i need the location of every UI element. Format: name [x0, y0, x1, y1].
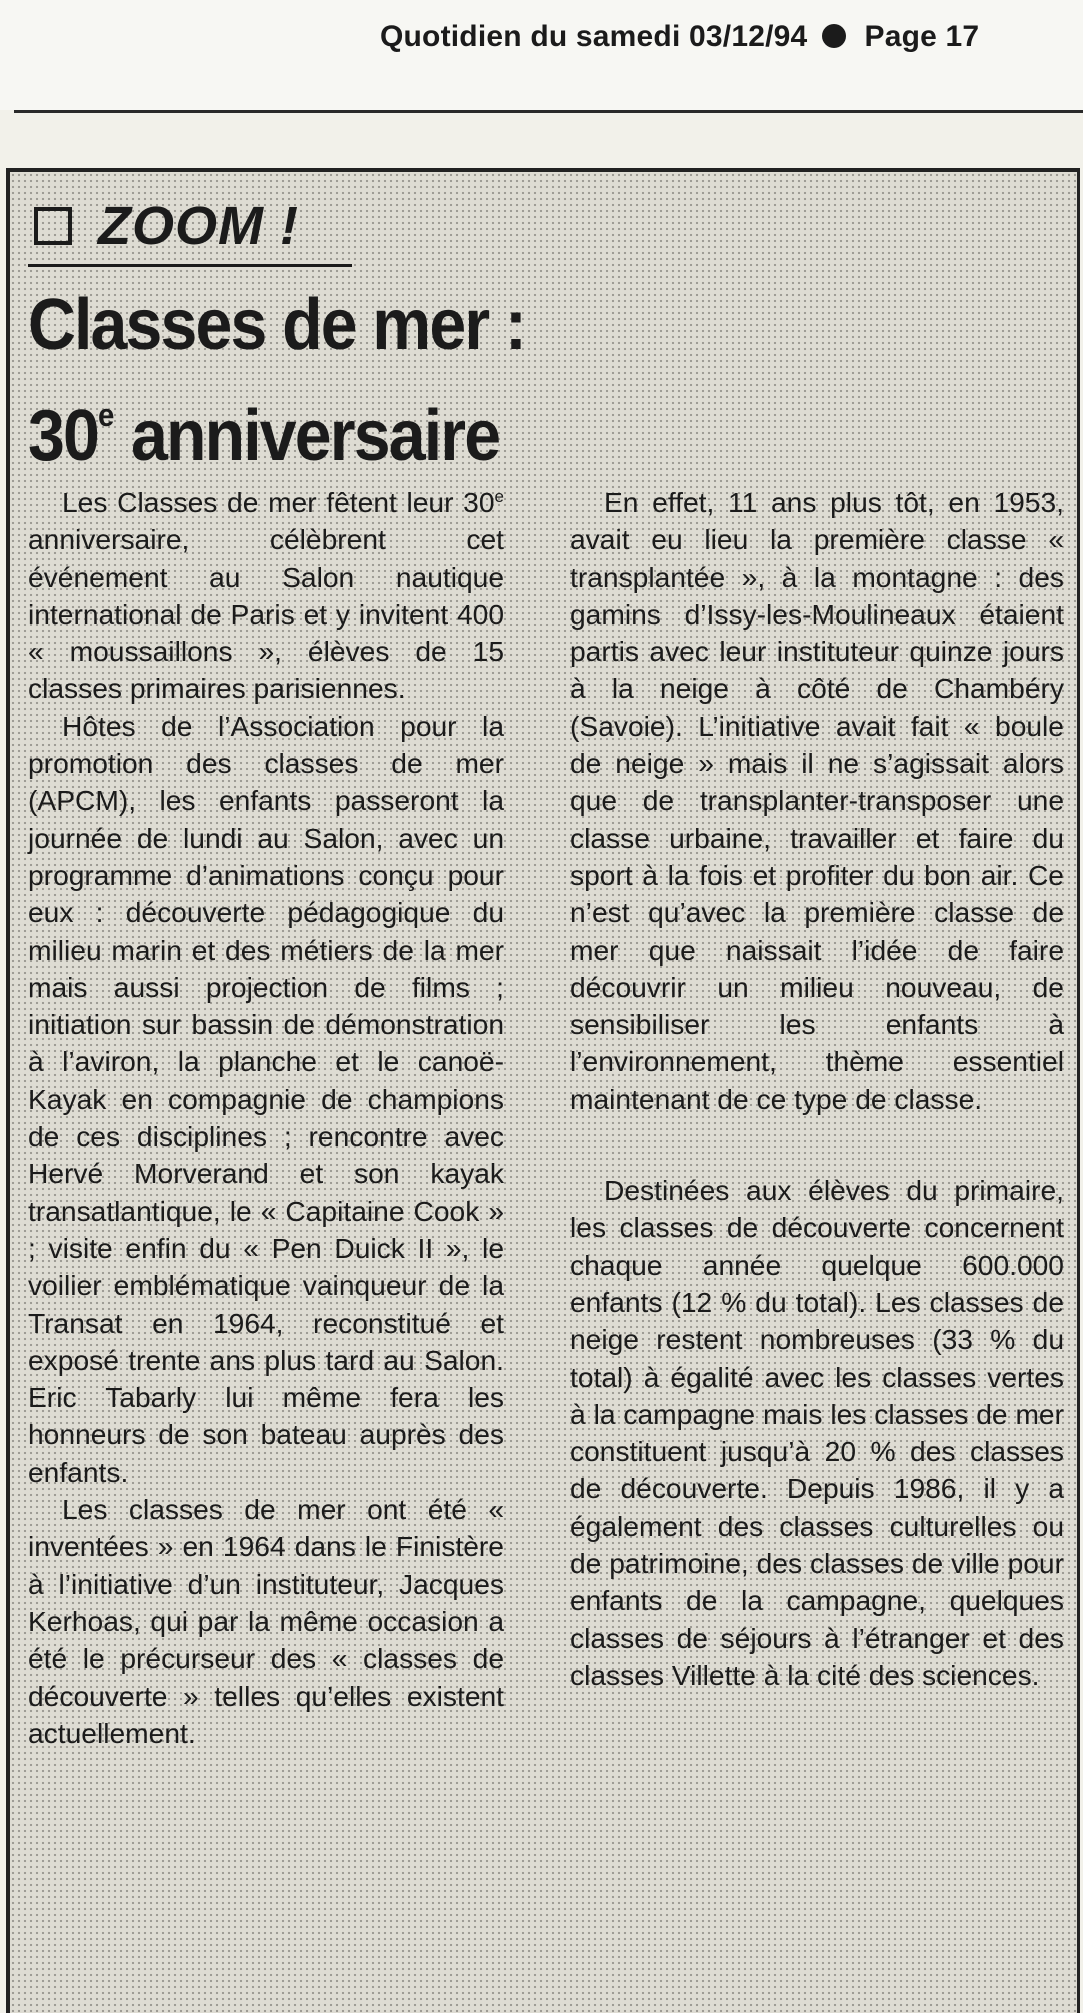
title-line-2	[28, 370, 598, 481]
rubric-label: ZOOM !	[98, 196, 299, 256]
page-header	[0, 0, 1083, 110]
paragraph-1-superscript: e	[494, 487, 504, 506]
paragraph-1	[28, 484, 504, 708]
rubric-underline	[28, 264, 352, 267]
article-column-2	[570, 484, 1064, 1694]
article-title	[28, 280, 598, 481]
paragraph-gap	[570, 1118, 1064, 1172]
paragraph-5: Destinées aux élèves du primaire, les classes de découverte concernent chaque année quelque 600.000 enfants (12 % du total). Les classes de neige restent nombreuses (33 % du total) à égalité avec les classes vertes à la campagne mais les classes de mer constituent jusqu’à 20 % des classes de découverte. Depuis 1986, il y a également des classes culturelles ou de patrimoine, des classes de ville pour enfants de la campagne, quelques classes de séjours à l’étranger et des classes Villette à la cité des sciences.	[570, 1174, 1064, 1691]
title-word: anniversaire	[130, 396, 500, 476]
title-number: 30	[28, 396, 99, 476]
square-icon	[34, 207, 72, 245]
header-line	[380, 20, 979, 54]
title-superscript: e	[98, 397, 115, 433]
bullet-icon	[822, 24, 846, 48]
article-box	[6, 168, 1080, 2013]
paragraph-1-start: Les Classes de mer fêtent leur 30	[62, 486, 495, 518]
paragraph-1-end: anniversaire, célèbrent cet événement au Salon nautique international de Paris et y invitent 400 « moussaillons », élèves de 15 classes primaires parisiennes.	[28, 523, 504, 705]
paragraph-4: En effet, 11 ans plus tôt, en 1953, avait eu lieu la première classe « transplantée », à la montagne : des gamins d’Issy-les-Moulineaux étaient partis avec leur instituteur quinze jours à la neige à côté de Chambéry (Savoie). L’initiative avait fait « boule de neige » mais il ne s’agissait alors que de transplanter-transposer une classe urbaine, travailler et faire du sport à la fois et profiter du bon air. Ce n’est qu’avec la première classe de mer que naissait l’idée de faire découvrir un milieu nouveau, de sensibiliser les enfants à l’environnement, thème essentiel maintenant de ce type de classe.	[570, 486, 1064, 1115]
title-line-1: Classes de mer :	[28, 285, 526, 365]
paragraph-2: Hôtes de l’Association pour la promotion des classes de mer (APCM), les enfants passeront la journée de lundi au Salon, avec un programme d’animations conçu pour eux : découverte pédagogique du milieu marin et des métiers de la mer mais aussi projection de films ; initiation sur bassin de démonstration à l’aviron, la planche et le canoë-Kayak en compagnie de champions de ces disciplines ; rencontre avec Hervé Morverand et son kayak transatlantique, le « Capitaine Cook » ; visite enfin du « Pen Duick II », le voilier emblématique vainqueur de la Transat en 1964, reconstitué et exposé trente ans plus tard au Salon. Eric Tabarly lui même fera les honneurs de son bateau auprès des enfants.	[28, 709, 504, 1488]
header-date: Quotidien du samedi 03/12/94	[380, 20, 808, 53]
article-column-1	[28, 484, 504, 1752]
page-number: Page 17	[864, 20, 980, 53]
header-rule	[14, 110, 1083, 113]
paragraph-3: Les classes de mer ont été « inventées » en 1964 dans le Finistère à l’initiative d’un instituteur, Jacques Kerhoas, qui par la même occasion a été le précurseur des « classes de découverte » telles qu’elles existent actuellement.	[28, 1493, 504, 1749]
rubric	[34, 196, 299, 256]
